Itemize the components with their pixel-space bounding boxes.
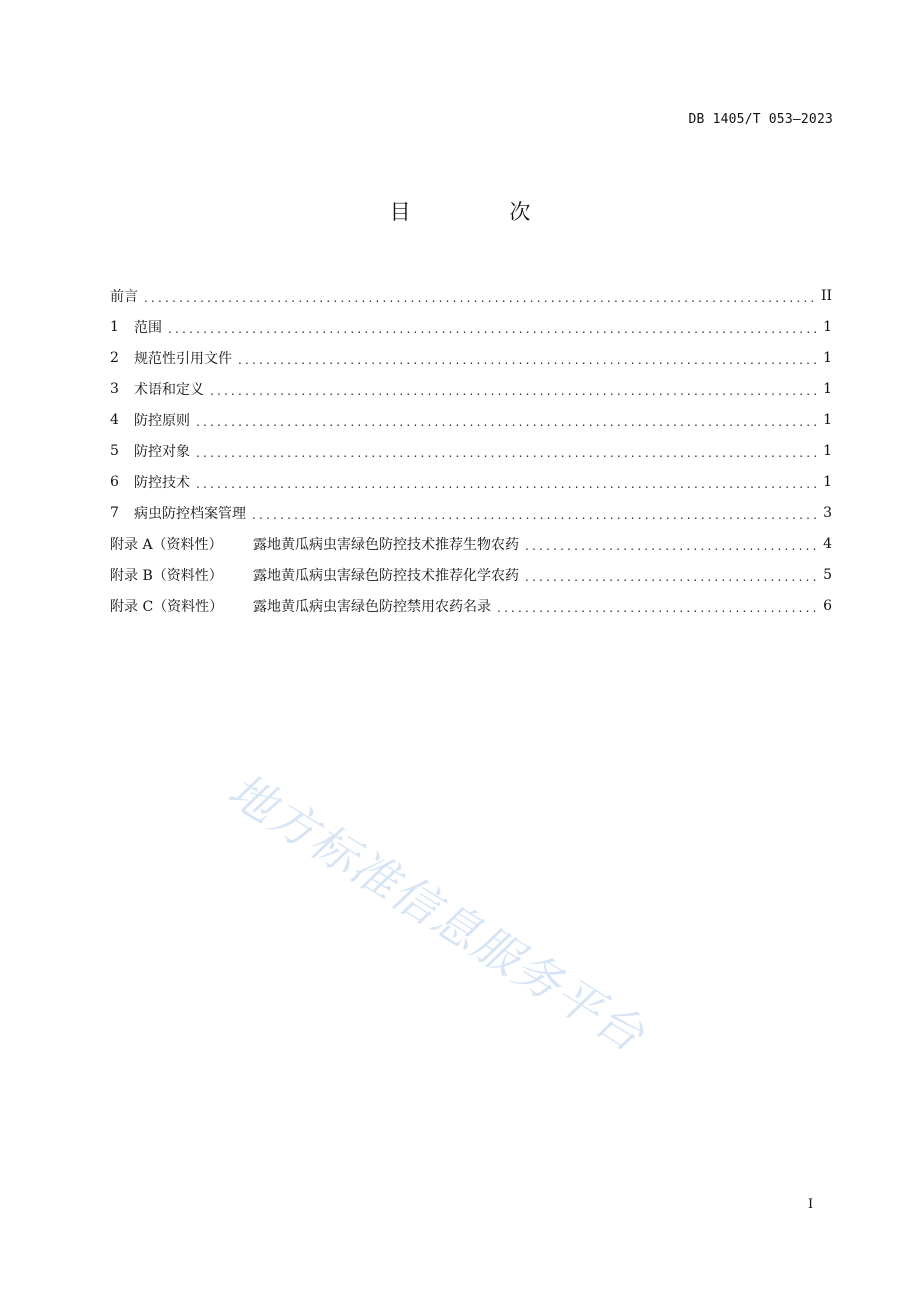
toc-page: 1 <box>823 411 832 428</box>
toc-page: 1 <box>823 380 832 397</box>
dot-leader <box>210 384 816 398</box>
toc-entry-targets[interactable] <box>110 435 832 466</box>
document-code: DB 1405/T 053—2023 <box>688 112 833 127</box>
toc-entry-appendix-b[interactable] <box>110 559 832 590</box>
dot-leader <box>525 570 816 584</box>
toc-entry-terms[interactable] <box>110 373 832 404</box>
toc-page: 6 <box>823 597 832 614</box>
dot-leader <box>196 415 816 429</box>
dot-leader <box>168 322 816 336</box>
toc-number: 4 <box>110 411 119 428</box>
toc-label: 范围 <box>134 319 162 336</box>
watermark: 地方标准信息服务平台 <box>219 762 655 1063</box>
toc-label: 露地黄瓜病虫害绿色防控禁用农药名录 <box>253 598 491 615</box>
toc-page: 5 <box>823 566 832 583</box>
toc-page: 1 <box>823 442 832 459</box>
toc-label: 防控技术 <box>134 474 190 491</box>
toc-number: 2 <box>110 349 119 366</box>
dot-leader <box>497 601 816 615</box>
toc-page: 3 <box>823 504 832 521</box>
dot-leader <box>196 446 816 460</box>
toc-number: 7 <box>110 504 119 521</box>
toc-entry-appendix-a[interactable] <box>110 528 832 559</box>
toc-label: 露地黄瓜病虫害绿色防控技术推荐生物农药 <box>253 536 519 553</box>
toc-number: 6 <box>110 473 119 490</box>
toc-entry-appendix-c[interactable] <box>110 590 832 621</box>
toc-label: 术语和定义 <box>134 381 204 398</box>
page-title: 目 次 <box>389 200 577 224</box>
table-of-contents <box>110 280 832 621</box>
dot-leader <box>196 477 816 491</box>
dot-leader <box>144 291 815 305</box>
toc-label: 防控原则 <box>134 412 190 429</box>
toc-page: 4 <box>823 535 832 552</box>
toc-entry-normative-references[interactable] <box>110 342 832 373</box>
toc-entry-scope[interactable] <box>110 311 832 342</box>
toc-label: 前言 <box>110 288 138 305</box>
toc-page: 1 <box>823 349 832 366</box>
page-number: I <box>808 1197 814 1212</box>
toc-label: 规范性引用文件 <box>134 350 232 367</box>
toc-entry-principles[interactable] <box>110 404 832 435</box>
toc-page: 1 <box>823 318 832 335</box>
dot-leader <box>525 539 816 553</box>
toc-page: II <box>820 287 832 304</box>
toc-number: 1 <box>110 318 119 335</box>
appendix-prefix: 附录 C（资料性） <box>110 598 224 615</box>
toc-page: 1 <box>823 473 832 490</box>
dot-leader <box>238 353 816 367</box>
toc-entry-foreword[interactable] <box>110 280 832 311</box>
toc-entry-techniques[interactable] <box>110 466 832 497</box>
dot-leader <box>252 508 816 522</box>
toc-label: 防控对象 <box>134 443 190 460</box>
toc-label: 病虫防控档案管理 <box>134 505 246 522</box>
toc-label: 露地黄瓜病虫害绿色防控技术推荐化学农药 <box>253 567 519 584</box>
toc-number: 5 <box>110 442 119 459</box>
toc-number: 3 <box>110 380 119 397</box>
appendix-prefix: 附录 B（资料性） <box>110 567 223 584</box>
toc-entry-records[interactable] <box>110 497 832 528</box>
appendix-prefix: 附录 A（资料性） <box>110 536 223 553</box>
